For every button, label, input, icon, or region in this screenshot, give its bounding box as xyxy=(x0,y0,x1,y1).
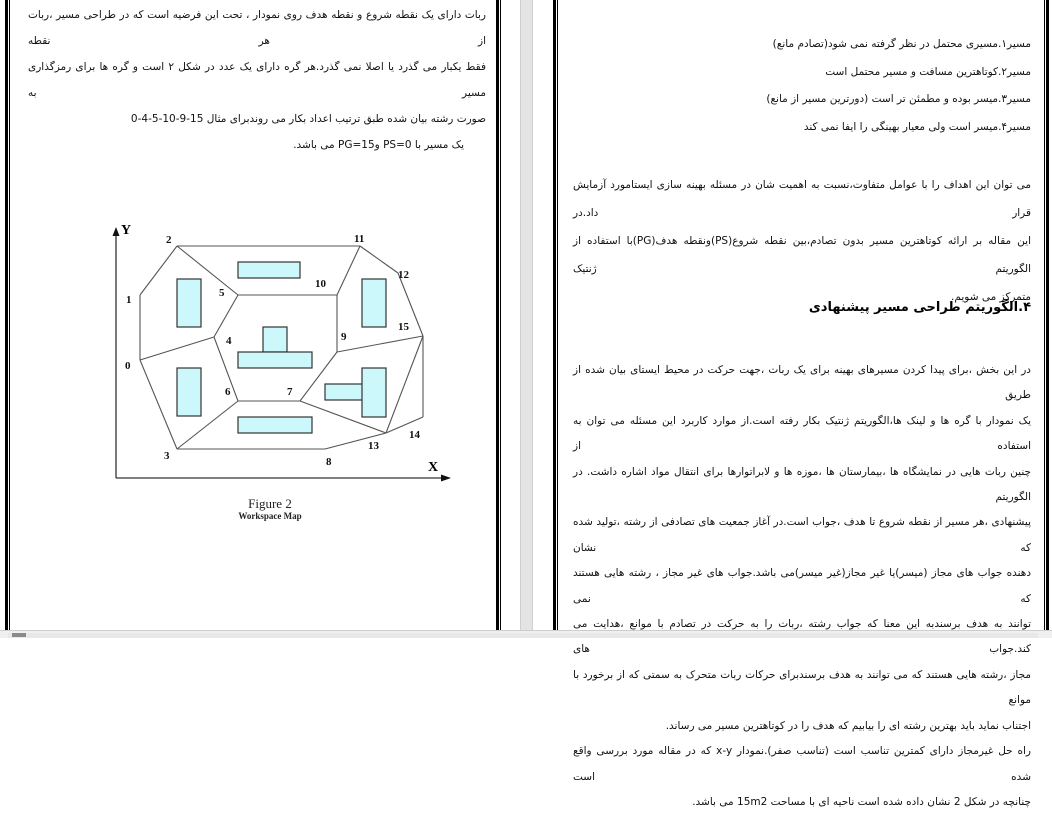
edge xyxy=(337,336,423,352)
list-item: مسیر۴.میسر است ولی معیار بهینگی را ایفا نمی کند xyxy=(803,120,1031,133)
edge xyxy=(140,360,177,449)
edge xyxy=(360,246,398,273)
page-border-left xyxy=(553,0,556,636)
node-label: 9 xyxy=(341,331,347,343)
node-label: 13 xyxy=(368,440,379,452)
list-item: مسیر۱.مسیری محتمل در نظر گرفته نمی شود(تصادم مانع) xyxy=(772,38,1031,50)
obstacle xyxy=(177,368,201,416)
text-line: متمرکز می شویم. xyxy=(951,291,1031,303)
obstacle xyxy=(325,384,363,400)
page-border-right-inner xyxy=(1044,0,1045,636)
node-label: 1 xyxy=(126,294,132,306)
paragraph-objectives xyxy=(573,171,1031,311)
page-border-right xyxy=(496,0,499,636)
edge xyxy=(140,246,177,295)
text-line: پیشنهادی ،هر مسیر از نقطه شروع تا هدف ،جواب است.در آغاز جمعیت های تصادفی از رشته ،تولید شده که نشان xyxy=(573,516,1031,554)
node-label: 7 xyxy=(287,386,293,398)
paragraph-algorithm xyxy=(573,358,1031,815)
paragraph-route-encoding xyxy=(28,2,486,158)
text-line: چنانچه در شکل 2 نشان داده شده است ناحیه ای با مساحت 15m2 می باشد. xyxy=(692,795,1031,808)
text-line: مجاز ،رشته هایی هستند که می توانند به هدف برسندبرای حرکات ربات متحرک به سمتی که از برخورد با موانع xyxy=(573,668,1031,707)
figure-caption-subtitle: Workspace Map xyxy=(238,511,302,521)
node-label: 12 xyxy=(398,269,409,281)
edge xyxy=(337,246,360,295)
node-label: 14 xyxy=(409,429,420,441)
figure-caption-title: Figure 2 xyxy=(248,496,292,511)
horizontal-scrollbar[interactable] xyxy=(0,630,1052,638)
scrollbar-grip-icon xyxy=(12,633,26,637)
obstacle xyxy=(238,352,312,368)
obstacle xyxy=(263,327,287,352)
node-label: 2 xyxy=(166,234,172,246)
edge xyxy=(140,337,214,360)
node-label: 15 xyxy=(398,321,409,333)
node-label: 5 xyxy=(219,287,225,299)
section-heading: ۴.الگوریتم طراحی مسیر پیشنهادی xyxy=(808,300,1031,315)
text-line: صورت رشته بیان شده طبق ترتیب اعداد بکار می روندبرای مثال 15-9-10-5-4-0 xyxy=(130,113,486,125)
obstacle xyxy=(362,368,386,417)
page-border-right-inner xyxy=(500,0,501,636)
text-line: چنین ربات هایی در نمایشگاه ها ،بیمارستان ها ،موزه ها و لابراتوارها برای انتقال مواد اشاره داشت. در الگوریتم xyxy=(573,465,1031,504)
obstacle xyxy=(362,279,386,327)
text-line: دهنده جواب های مجاز (میسر)یا غیر مجاز(غیر میسر)می باشد.جواب های غیر مجاز ، رشته هایی هستند که نمی xyxy=(573,567,1031,605)
text-line: ربات دارای یک نقطه شروع و نقطه هدف روی نمودار ، تحت این فرضیه است که در طراحی مسیر ،ربات از هر نقطه xyxy=(28,9,486,47)
list-item: مسیر۲.کوتاهترین مسافت و مسیر محتمل است xyxy=(825,65,1031,78)
route-types-list xyxy=(573,31,1031,141)
y-axis-arrow-icon xyxy=(113,227,120,236)
text-line: یک نمودار با گره ها و لینک ها،الگوریتم ژنتیک بکار رفته است.از موارد کاربرد این مسئله می توان به استفاده از xyxy=(573,414,1031,453)
page-border-right xyxy=(1046,0,1049,636)
text-line: فقط یکبار می گذرد یا اصلا نمی گذرد.هر گره دارای یک عدد در شکل ۲ است و گره ها برای رمزگذاری مسیر به xyxy=(28,61,486,99)
edge xyxy=(386,336,423,433)
page-border-left xyxy=(5,0,8,636)
text-line: راه حل غیرمجاز دارای کمترین تناسب است (تناسب صفر).نمودار x-y که در مقاله مورد بررسی واقع شده است xyxy=(573,745,1032,783)
horizontal-scrollbar-thumb[interactable] xyxy=(8,633,1038,638)
node-label: 6 xyxy=(225,386,231,398)
text-line: اجتناب نماید باید بهترین رشته ای را بیابیم که هدف را در کوتاهترین مسیر می رساند. xyxy=(665,719,1031,732)
text-line: یک مسیر با PS=0 وPG=15 می باشد. xyxy=(293,139,464,151)
text-line: در این بخش ،برای پیدا کردن مسیرهای بهینه برای یک ربات ،جهت حرکت در محیط ایستای بیان شده از طریق xyxy=(573,364,1031,402)
page-border-left-inner xyxy=(557,0,558,636)
document-page-left xyxy=(0,0,520,636)
document-page-right xyxy=(533,0,1052,808)
node-label: 0 xyxy=(125,360,131,372)
text-line: می توان این اهداف را با عوامل متفاوت،نسبت به اهمیت شان در مسئله بهینه سازی ایستامورد آزمایش قرار داد.در xyxy=(573,179,1031,219)
obstacle xyxy=(238,417,312,433)
text-line: توانند به هدف برسندبه این معنا که جواب رشته ،ربات را به حرکت در تصادم با موانع ،هدایت می کند.جواب های xyxy=(573,618,1031,656)
x-axis-arrow-icon xyxy=(441,475,451,482)
obstacles xyxy=(177,262,386,433)
node-label: 8 xyxy=(326,456,332,468)
page-border-left-inner xyxy=(9,0,10,636)
node-label: 3 xyxy=(164,450,170,462)
node-label: 11 xyxy=(354,233,365,245)
obstacle xyxy=(177,279,201,327)
y-axis-label: Y xyxy=(121,223,132,238)
x-axis-label: X xyxy=(428,460,439,475)
obstacle xyxy=(238,262,300,278)
workspace-map-figure xyxy=(100,216,460,536)
page-gutter-scroll-strip xyxy=(520,0,533,630)
list-item: مسیر۳.میسر بوده و مطمئن تر است (دورترین مسیر از مانع) xyxy=(766,93,1031,105)
node-label: 10 xyxy=(315,278,326,290)
node-label: 4 xyxy=(226,335,232,347)
text-line: این مقاله بر ارائه کوتاهترین مسیر بدون تصادم،بین نقطه شروع(PS)ونقطه هدف(PG)با استفاده از الگوریتم ژنتیک xyxy=(573,235,1032,275)
edge xyxy=(214,295,238,337)
